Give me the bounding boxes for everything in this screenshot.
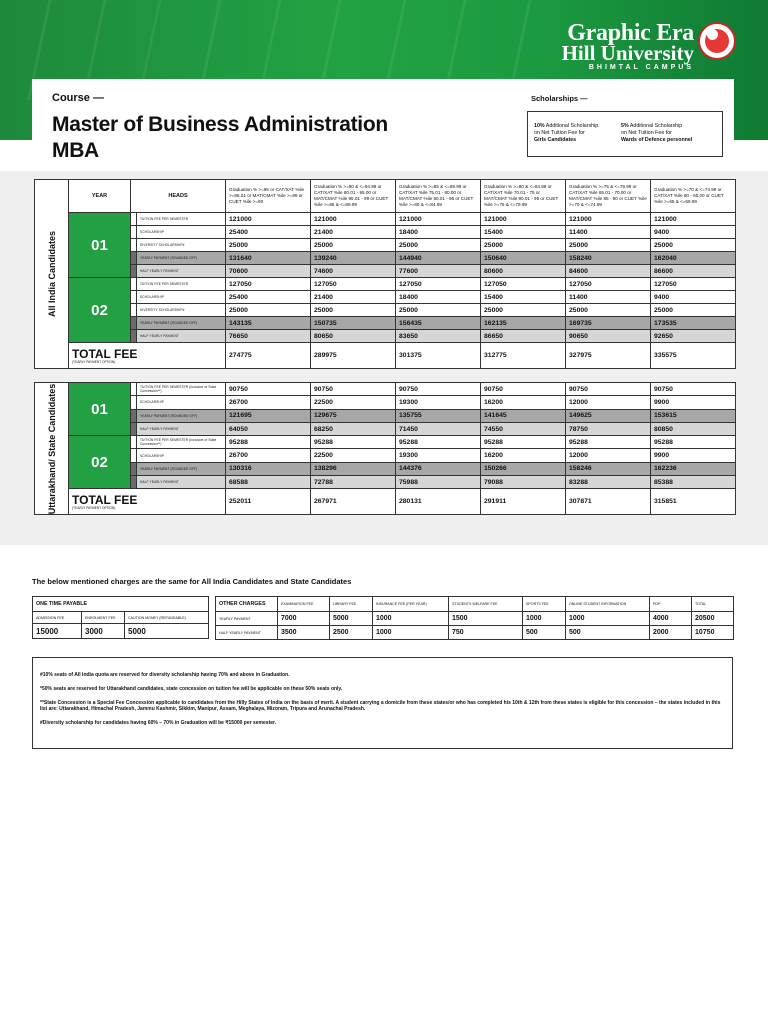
fee-cell: 25000 xyxy=(226,239,311,252)
fee-cell: 71450 xyxy=(396,422,481,435)
total-fee-cell: 274775 xyxy=(226,343,311,369)
fee-cell: 25000 xyxy=(226,304,311,317)
year-label: 01 xyxy=(69,213,131,278)
total-fee-cell: 252011 xyxy=(226,489,311,515)
charge-cell: 1000 xyxy=(566,612,650,626)
row-head: TUITION FEE PER SEMESTER xyxy=(137,278,226,291)
fee-cell: 149625 xyxy=(566,409,651,422)
admission-fee-value: 15000 xyxy=(33,624,82,639)
total-fee-cell: 301375 xyxy=(396,343,481,369)
fee-cell: 130316 xyxy=(226,462,311,475)
fee-cell: 25000 xyxy=(566,304,651,317)
total-fee-cell: 327975 xyxy=(566,343,651,369)
fee-cell: 25000 xyxy=(481,304,566,317)
fee-cell: 25000 xyxy=(311,239,396,252)
charge-cell: 10750 xyxy=(692,626,734,640)
fee-cell: 79088 xyxy=(481,476,566,489)
row-head: HALF YEARLY PAYMENT xyxy=(137,265,226,278)
fee-cell: 70600 xyxy=(226,265,311,278)
year-label: 01 xyxy=(69,383,131,436)
university-seal-icon xyxy=(698,22,736,60)
all-india-side-label xyxy=(35,180,69,369)
scholarship-girls: 10% Additional Scholarship on Net Tuition Fee for Girls Candidates xyxy=(534,123,599,143)
fee-cell: 95288 xyxy=(481,436,566,449)
fee-cell: 19300 xyxy=(396,449,481,462)
fee-cell: 74600 xyxy=(311,265,396,278)
row-head: HALF YEARLY PAYMENT xyxy=(137,476,226,489)
total-fee-cell: 312775 xyxy=(481,343,566,369)
fee-cell: 156435 xyxy=(396,317,481,330)
criteria-header: Graduation % >=75 & <=79.99 or CAT/XAT %ile 65.01 - 70.00 or MAT/CMAT %ile 85 - 90 or CUET %ile >=70 & <=74.99 xyxy=(566,180,651,213)
row-head: YEARLY PAYMENT (ROUNDED OFF) xyxy=(137,409,226,422)
fee-cell: 121000 xyxy=(226,213,311,226)
fee-cell: 127050 xyxy=(651,278,736,291)
fee-cell: 90750 xyxy=(311,383,396,396)
fee-cell: 143135 xyxy=(226,317,311,330)
fee-cell: 173535 xyxy=(651,317,736,330)
fee-cell: 16200 xyxy=(481,449,566,462)
fee-cell: 127050 xyxy=(481,278,566,291)
fee-cell: 162040 xyxy=(651,252,736,265)
criteria-header: Graduation % >=70 & <=74.99 or CAT/XAT %ile 60 - 65.00 or CUET %ile >=65 & <=69.99 xyxy=(651,180,736,213)
caution-money-value: 5000 xyxy=(125,624,209,639)
brand-campus: BHIMTAL CAMPUS xyxy=(588,64,694,71)
fee-cell: 127050 xyxy=(396,278,481,291)
course-card xyxy=(32,79,734,171)
course-label: Course — xyxy=(52,92,104,104)
fee-cell: 9900 xyxy=(651,449,736,462)
fee-cell: 15400 xyxy=(481,226,566,239)
fee-row xyxy=(35,317,736,330)
fee-cell: 158240 xyxy=(566,252,651,265)
heads-column-header: HEADS xyxy=(131,180,226,213)
total-fee-cell: 291911 xyxy=(481,489,566,515)
total-fee-cell: 267971 xyxy=(311,489,396,515)
fee-cell: 150266 xyxy=(481,462,566,475)
fee-cell: 121000 xyxy=(566,213,651,226)
enrolment-fee-label: ENROLMENT FEE xyxy=(82,612,125,624)
charge-cell: 20500 xyxy=(692,612,734,626)
criteria-header: Graduation % >=90 & <=94.99 or CAT/XAT %ile 80.01 - 95.00 or MAT/CMAT %ile 95.01 - 99 or CUET %ile >=85 & <=89.99 xyxy=(311,180,396,213)
fee-cell: 80600 xyxy=(481,265,566,278)
other-charges-header-row xyxy=(216,597,734,612)
fee-row xyxy=(35,436,736,449)
total-fee-label xyxy=(69,343,226,369)
row-head: SCHOLARSHIP xyxy=(137,226,226,239)
caution-money-label: CAUTION MONEY (REFUNDABLE) xyxy=(125,612,209,624)
fee-cell: 141645 xyxy=(481,409,566,422)
fee-cell: 9900 xyxy=(651,396,736,409)
charge-column-header: LIBRARY FEE xyxy=(330,597,373,612)
charge-cell: 1000 xyxy=(523,612,566,626)
fee-row xyxy=(35,239,736,252)
charge-row-label: HALF YEARLY PAYMENT xyxy=(216,626,278,640)
fee-cell: 121000 xyxy=(396,213,481,226)
fee-cell: 127050 xyxy=(566,278,651,291)
fee-cell: 158246 xyxy=(566,462,651,475)
row-head: YEARLY PAYMENT (ROUNDED OFF) xyxy=(137,252,226,265)
notes-box xyxy=(32,657,733,749)
program-title-line1: Master of Business Administration xyxy=(52,113,388,136)
fee-cell: 9400 xyxy=(651,291,736,304)
fee-cell: 22500 xyxy=(311,396,396,409)
fee-cell: 25000 xyxy=(566,239,651,252)
fee-cell: 9400 xyxy=(651,226,736,239)
charge-cell: 750 xyxy=(449,626,523,640)
fee-row xyxy=(35,213,736,226)
fee-cell: 16200 xyxy=(481,396,566,409)
fee-cell: 138296 xyxy=(311,462,396,475)
charge-cell: 2500 xyxy=(330,626,373,640)
fee-cell: 12000 xyxy=(566,449,651,462)
total-fee-cell: 307871 xyxy=(566,489,651,515)
fee-row xyxy=(35,383,736,396)
criteria-header: Graduation % >=85 & <=89.99 or CAT/XAT %ile 75.01 - 80.00 or MAT/CMAT %ile 90.01 - 95 or CUET %ile >=80 & <=84.99 xyxy=(396,180,481,213)
total-fee-cell: 289975 xyxy=(311,343,396,369)
total-fee-sublabel: (YEARLY PAYMENT OPTION) xyxy=(72,359,116,364)
row-head: HALF YEARLY PAYMENT xyxy=(137,330,226,343)
fee-cell: 85388 xyxy=(651,476,736,489)
fee-cell: 169735 xyxy=(566,317,651,330)
total-fee-label-text: TOTAL FEE xyxy=(72,492,138,507)
fee-cell: 135755 xyxy=(396,409,481,422)
one-time-payable-table xyxy=(32,596,209,639)
row-head: TUITION FEE PER SEMESTER (Inclusive of State Concession**) xyxy=(137,436,226,449)
scholarships-box xyxy=(527,111,723,157)
fee-cell: 162236 xyxy=(651,462,736,475)
year-label: 02 xyxy=(69,436,131,489)
year-column-header: YEAR xyxy=(69,180,131,213)
fee-row xyxy=(35,265,736,278)
note-1: #10% seats of All India quota are reserved for diversity scholarship having 70% and above in Graduation. xyxy=(40,672,290,678)
scholarship-defence: 5% Additional Scholarship on Net Tuition Fee for Wards of Defence personnel xyxy=(621,123,693,143)
fee-cell: 84600 xyxy=(566,265,651,278)
row-head: SCHOLARSHIP xyxy=(137,291,226,304)
fee-cell: 21400 xyxy=(311,291,396,304)
charge-cell: 1000 xyxy=(373,626,449,640)
all-india-fee-table xyxy=(34,179,736,369)
fee-cell: 25000 xyxy=(651,304,736,317)
fee-cell: 86600 xyxy=(651,265,736,278)
row-head: SCHOLARSHIP xyxy=(137,449,226,462)
row-head: DIVERSITY SCHOLARSHIP# xyxy=(137,304,226,317)
year-label: 02 xyxy=(69,278,131,343)
fee-cell: 21400 xyxy=(311,226,396,239)
fee-cell: 127050 xyxy=(311,278,396,291)
fee-row xyxy=(35,330,736,343)
charge-column-header: PDP xyxy=(650,597,692,612)
charge-column-header: TOTAL xyxy=(692,597,734,612)
fee-cell: 68250 xyxy=(311,422,396,435)
fee-cell: 90750 xyxy=(226,383,311,396)
enrolment-fee-value: 3000 xyxy=(82,624,125,639)
fee-cell: 25400 xyxy=(226,291,311,304)
fee-cell: 83288 xyxy=(566,476,651,489)
other-charges-title: OTHER CHARGES xyxy=(216,597,278,612)
fee-row xyxy=(35,252,736,265)
total-fee-cell: 280131 xyxy=(396,489,481,515)
fee-cell: 80850 xyxy=(651,422,736,435)
one-time-title: ONE TIME PAYABLE xyxy=(33,597,209,612)
charges-note: The below mentioned charges are the same for All India Candidates and State Candidates xyxy=(32,577,352,586)
total-fee-sublabel: (YEARLY PAYMENT OPTION) xyxy=(72,505,116,510)
charge-cell: 3500 xyxy=(278,626,330,640)
criteria-header-row xyxy=(35,180,736,213)
criteria-header: Graduation % >=80 & <=84.99 or CAT/XAT %ile 70.01 - 75 or MAT/CMAT %ile 90.01 - 95 or CUET %ile >=75 & <=79.99 xyxy=(481,180,566,213)
fee-row xyxy=(35,291,736,304)
charge-cell: 1500 xyxy=(449,612,523,626)
fee-cell: 121000 xyxy=(481,213,566,226)
fee-cell: 92650 xyxy=(651,330,736,343)
fee-cell: 150640 xyxy=(481,252,566,265)
university-logo-text xyxy=(562,22,694,71)
total-fee-label-text: TOTAL FEE xyxy=(72,346,138,361)
fee-cell: 76650 xyxy=(226,330,311,343)
fee-cell: 77600 xyxy=(396,265,481,278)
fee-cell: 78750 xyxy=(566,422,651,435)
charge-column-header: INSURANCE FEE (PER YEAR) xyxy=(373,597,449,612)
fee-cell: 121000 xyxy=(311,213,396,226)
brand-line2: Hill University xyxy=(561,41,694,65)
fee-row xyxy=(35,226,736,239)
charge-cell: 2000 xyxy=(650,626,692,640)
fee-cell: 90650 xyxy=(566,330,651,343)
charge-column-header: STUDENTS WELFARE FEE xyxy=(449,597,523,612)
fee-cell: 86650 xyxy=(481,330,566,343)
fee-cell: 22500 xyxy=(311,449,396,462)
fee-cell: 153615 xyxy=(651,409,736,422)
fee-cell: 26700 xyxy=(226,396,311,409)
fee-row xyxy=(35,449,736,462)
fee-cell: 150735 xyxy=(311,317,396,330)
fee-cell: 144940 xyxy=(396,252,481,265)
fee-cell: 90750 xyxy=(566,383,651,396)
fee-cell: 95288 xyxy=(311,436,396,449)
fee-cell: 95288 xyxy=(396,436,481,449)
fee-cell: 139240 xyxy=(311,252,396,265)
scholarships-label: Scholarships — xyxy=(531,94,588,103)
charge-column-header: ONLINE STUDENT INFORMATION xyxy=(566,597,650,612)
fee-cell: 68588 xyxy=(226,476,311,489)
fee-cell: 95288 xyxy=(226,436,311,449)
fee-cell: 11400 xyxy=(566,226,651,239)
fee-cell: 90750 xyxy=(651,383,736,396)
row-head: SCHOLARSHIP xyxy=(137,396,226,409)
fee-cell: 75988 xyxy=(396,476,481,489)
fee-cell: 129675 xyxy=(311,409,396,422)
fee-row xyxy=(35,278,736,291)
fee-cell: 25000 xyxy=(396,239,481,252)
fee-cell: 12000 xyxy=(566,396,651,409)
charge-cell: 7000 xyxy=(278,612,330,626)
fee-cell: 25400 xyxy=(226,226,311,239)
total-fee-row xyxy=(35,343,736,369)
fee-cell: 18400 xyxy=(396,291,481,304)
row-head: YEARLY PAYMENT (ROUNDED OFF) xyxy=(137,462,226,475)
row-head: TUITION FEE PER SEMESTER (Inclusive of State Concession**) xyxy=(137,383,226,396)
state-side-label xyxy=(35,383,69,515)
fee-cell: 25000 xyxy=(651,239,736,252)
note-2: *50% seats are reserved for Uttarakhand candidates, state concession on tuition fee will be applicable on these 50% seats only. xyxy=(40,686,343,692)
row-head: YEARLY PAYMENT (ROUNDED OFF) xyxy=(137,317,226,330)
charge-column-header: SPORTS FEE xyxy=(523,597,566,612)
fee-cell: 121695 xyxy=(226,409,311,422)
charge-cell: 1000 xyxy=(373,612,449,626)
fee-cell: 121000 xyxy=(651,213,736,226)
fee-row xyxy=(35,304,736,317)
fee-cell: 64050 xyxy=(226,422,311,435)
total-fee-cell: 335575 xyxy=(651,343,736,369)
fee-cell: 127050 xyxy=(226,278,311,291)
charge-cell: 500 xyxy=(566,626,650,640)
fee-cell: 162135 xyxy=(481,317,566,330)
charge-column-header: EXAMINATION FEE xyxy=(278,597,330,612)
row-head: DIVERSITY SCHOLARSHIP# xyxy=(137,239,226,252)
program-title xyxy=(52,112,388,164)
fee-cell: 26700 xyxy=(226,449,311,462)
note-4: #Diversity scholarship for candidates having 60% – 70% in Graduation will be ₹15000 per semester. xyxy=(40,720,277,726)
charge-row xyxy=(216,626,734,640)
fee-cell: 19300 xyxy=(396,396,481,409)
charge-row-label: YEARLY PAYMENT xyxy=(216,612,278,626)
fee-cell: 15400 xyxy=(481,291,566,304)
fee-cell: 25000 xyxy=(396,304,481,317)
row-head: TUITION FEE PER SEMESTER xyxy=(137,213,226,226)
fee-cell: 25000 xyxy=(311,304,396,317)
fee-cell: 18400 xyxy=(396,226,481,239)
fee-cell: 144376 xyxy=(396,462,481,475)
fee-cell: 95288 xyxy=(566,436,651,449)
fee-row xyxy=(35,396,736,409)
state-fee-table xyxy=(34,382,736,515)
state-side-label-text: Uttarakhand/ State Candidates xyxy=(46,383,57,514)
charge-row xyxy=(216,612,734,626)
fee-cell: 83650 xyxy=(396,330,481,343)
charge-cell: 5000 xyxy=(330,612,373,626)
fee-cell: 80650 xyxy=(311,330,396,343)
fee-cell: 131640 xyxy=(226,252,311,265)
charge-cell: 4000 xyxy=(650,612,692,626)
row-head: HALF YEARLY PAYMENT xyxy=(137,422,226,435)
fee-cell: 72788 xyxy=(311,476,396,489)
fee-cell: 90750 xyxy=(481,383,566,396)
total-fee-label xyxy=(69,489,226,515)
other-charges-table xyxy=(215,596,734,640)
note-3: **State Concession is a Special Fee Concession applicable to candidates from the Hilly States of India on the basis of merit. A student carrying a domicile from these states/or who has completed his 10th & 12th from these states is eligible for this concession – the states included in this list are: Uttarakhand, Himachal Pradesh, Jammu Kashmir, Sikkim, Manipur, Assam, Meghalaya, Mizoram, Tripura and Arunachal Pradesh. xyxy=(40,700,721,712)
fee-row xyxy=(35,476,736,489)
total-fee-row xyxy=(35,489,736,515)
fee-row xyxy=(35,422,736,435)
admission-fee-label: ADMISSION FEE xyxy=(33,612,82,624)
brand-line1: Graphic Era xyxy=(567,20,694,46)
fee-row xyxy=(35,462,736,475)
fee-cell: 25000 xyxy=(481,239,566,252)
program-title-line2: MBA xyxy=(52,139,99,162)
criteria-header: Graduation % >=95 or CAT/XAT %ile >=95.01 or MAT/CMAT %ile >=99 or CUET %ile >=90 xyxy=(226,180,311,213)
fee-cell: 11400 xyxy=(566,291,651,304)
fee-row xyxy=(35,409,736,422)
fee-cell: 90750 xyxy=(396,383,481,396)
fee-cell: 95288 xyxy=(651,436,736,449)
charge-cell: 500 xyxy=(523,626,566,640)
total-fee-cell: 315851 xyxy=(651,489,736,515)
fee-cell: 74550 xyxy=(481,422,566,435)
all-india-side-label-text: All India Candidates xyxy=(46,230,57,318)
